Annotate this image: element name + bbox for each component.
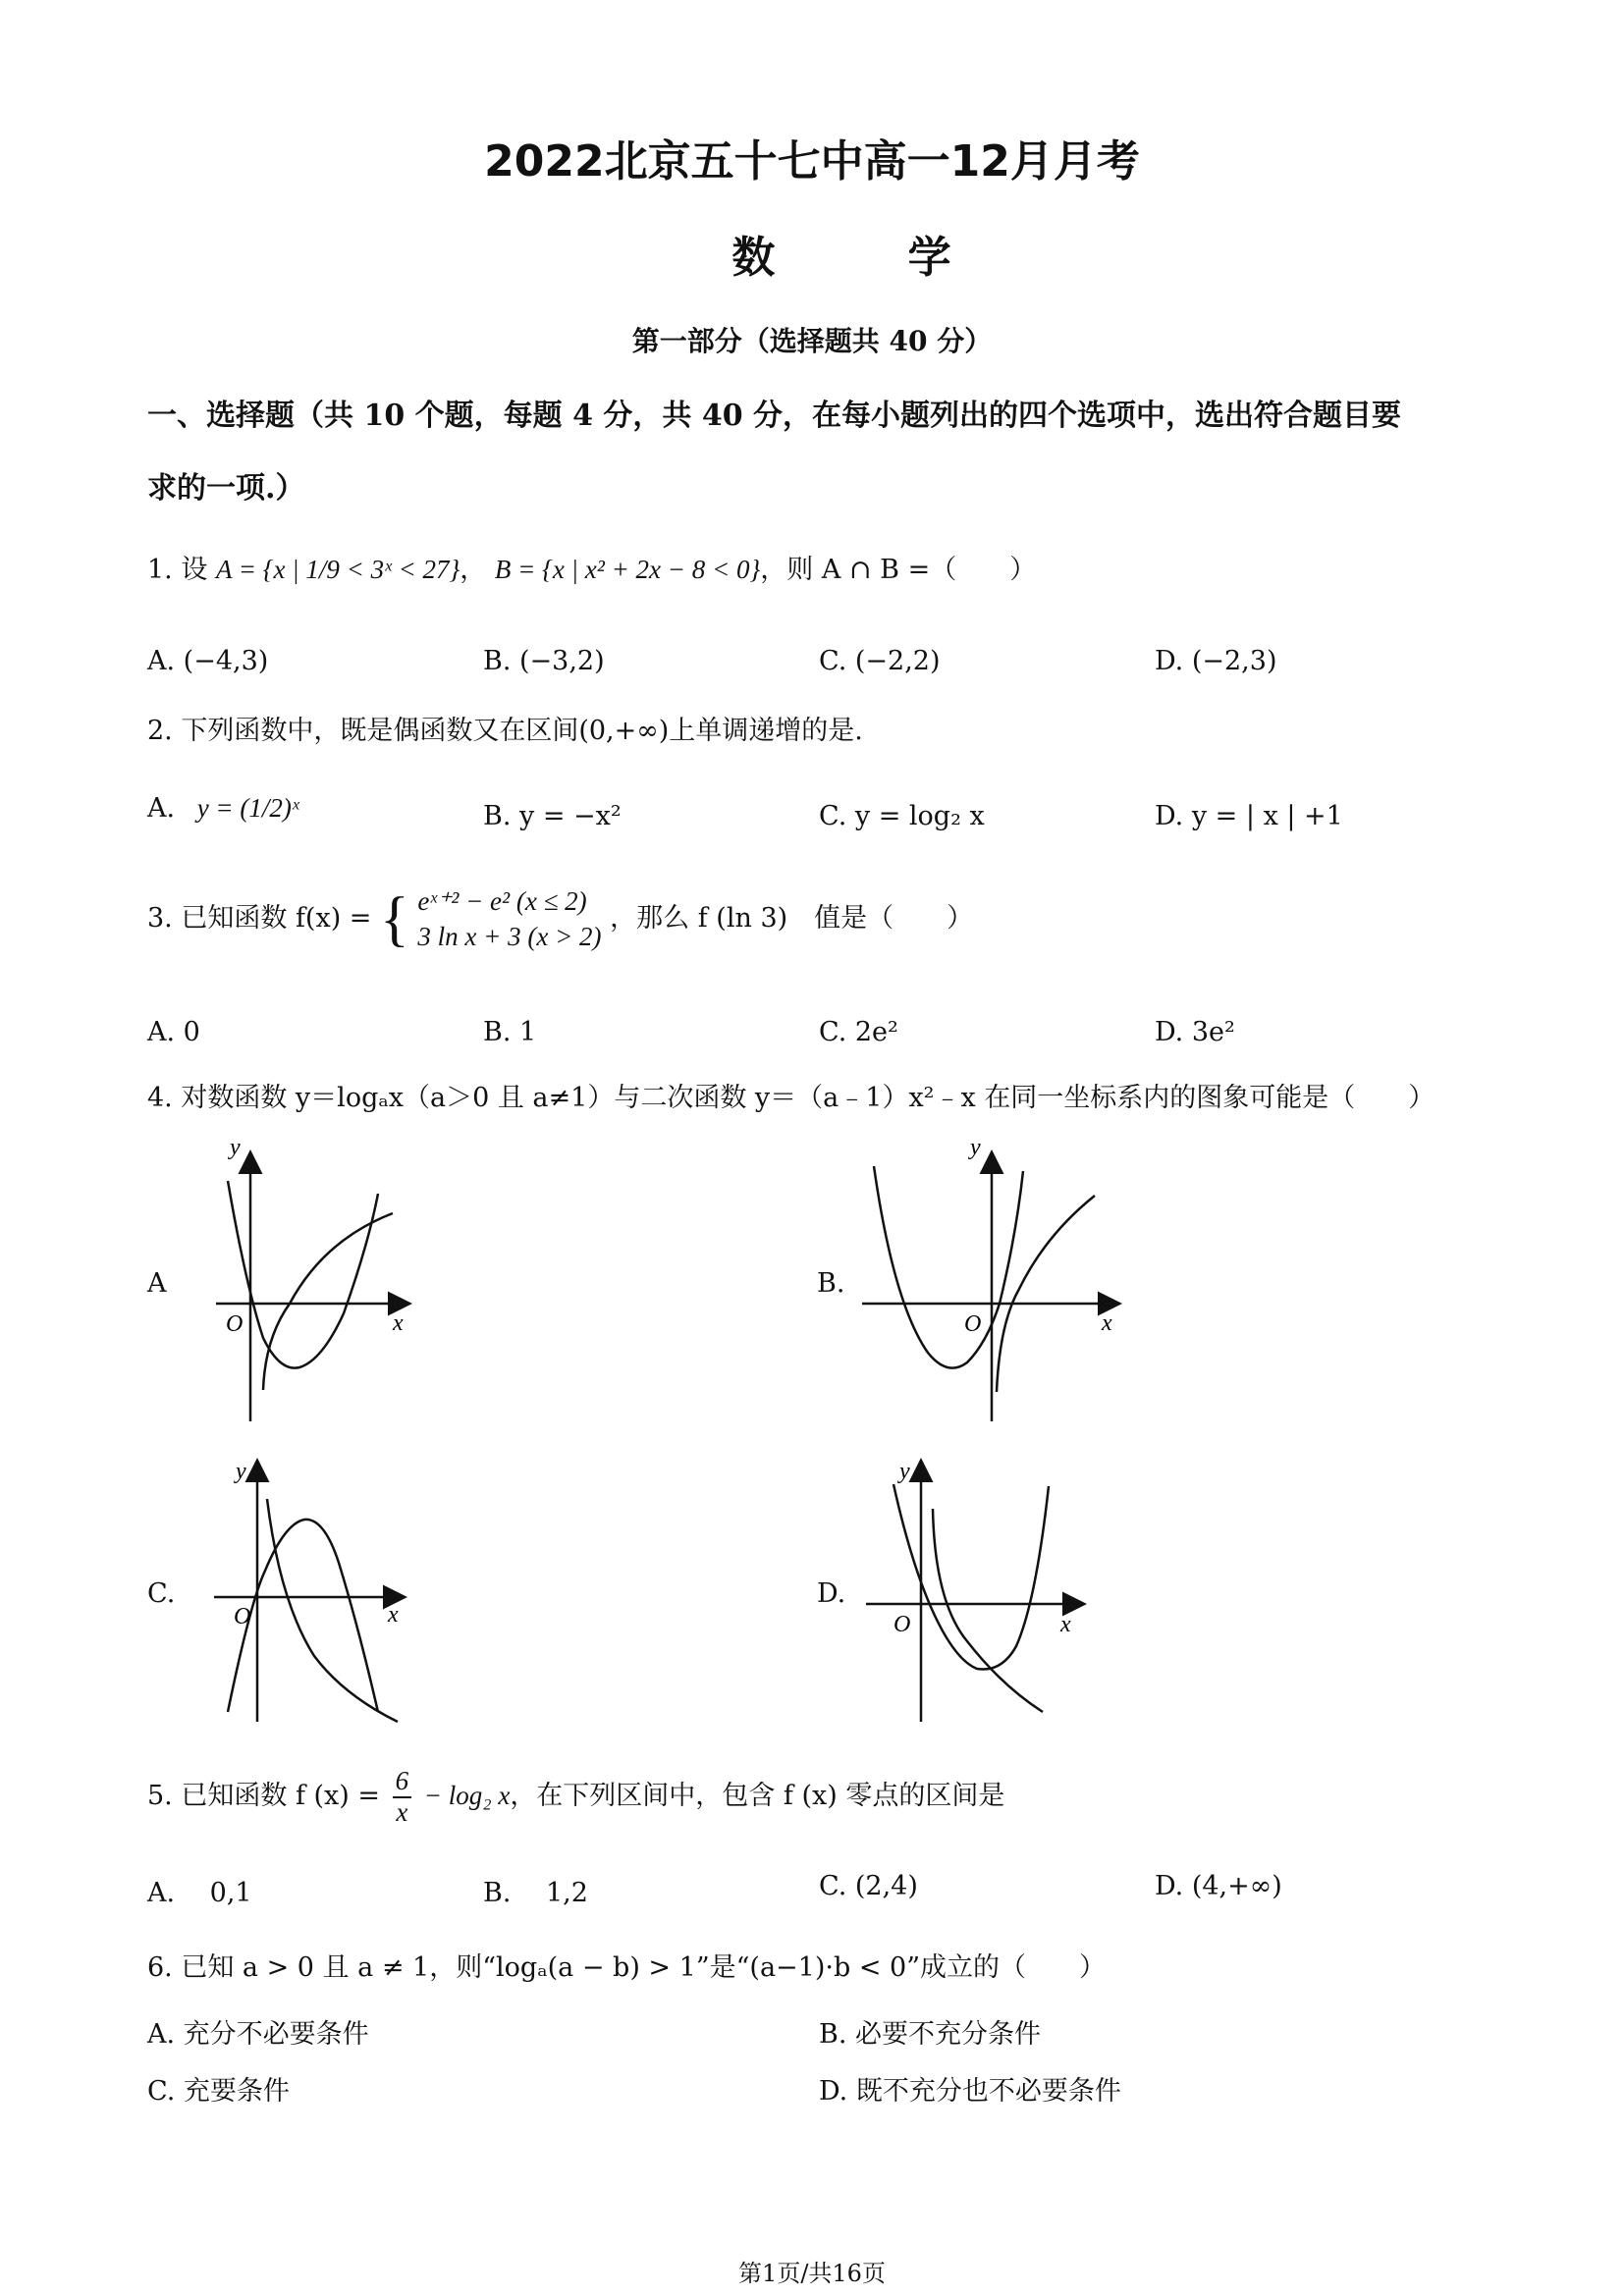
q2-option-a: A. y = (1/2)ˣ [147, 793, 299, 824]
q2-option-d: D. y = | x | +1 [1155, 801, 1343, 831]
q2-option-b: B. y = −x² [483, 801, 622, 831]
q4-graph-c [206, 1455, 422, 1730]
q3-option-b: B. 1 [483, 1017, 537, 1047]
q5-option-c: C. (2,4) [819, 1871, 918, 1901]
subject-title: 数 学 [731, 233, 1010, 283]
svg-text:x: x [1060, 1612, 1071, 1637]
q1-set-a: A = {x | 1/9 < 3ˣ < 27} [215, 555, 460, 584]
q3-case-2: 3 ln x + 3 (x > 2) [417, 922, 602, 952]
q5-fraction: $\frac{6}{x}$ [393, 1767, 412, 1827]
section-heading-line1: 一、选择题（共 10 个题，每题 4 分，共 40 分，在每小题列出的四个选项中，选出符合题目要 [147, 399, 1402, 433]
question-1: 1. 设 A = {x | 1/9 < 3ˣ < 27}， B = {x | x² + 2x − 8 < 0}，则 A ∩ B =（ ） [147, 555, 1037, 585]
q3-option-d: D. 3e² [1155, 1017, 1235, 1047]
svg-text:y: y [899, 1459, 910, 1484]
section-heading-line2: 求的一项.） [147, 471, 305, 506]
q5-option-b: B. 1,2 [483, 1878, 588, 1908]
question-6: 6. 已知 a > 0 且 a ≠ 1，则“logₐ(a − b) > 1”是“(a−1)·b < 0”成立的（ ） [147, 1952, 1107, 1983]
svg-text:x: x [388, 1602, 399, 1628]
q4-graph-d [854, 1455, 1090, 1730]
q4-option-a-label: A [147, 1268, 167, 1299]
q2-option-c: C. y = log₂ x [819, 801, 985, 831]
q4-graph-a [206, 1127, 422, 1431]
q1-option-a: A. (−4,3) [147, 646, 269, 676]
svg-text:O: O [964, 1311, 982, 1337]
question-2: 2. 下列函数中，既是偶函数又在区间(0,+∞)上单调递增的是. [147, 716, 863, 746]
page-footer: 第1页/共16页 [738, 2260, 886, 2287]
q6-option-a: A. 充分不必要条件 [147, 2019, 369, 2050]
q4-graph-b [854, 1127, 1129, 1431]
q3-option-c: C. 2e² [819, 1017, 898, 1047]
svg-text:y: y [230, 1135, 241, 1160]
q4-option-d-label: D. [817, 1578, 846, 1609]
svg-text:x: x [393, 1310, 404, 1336]
svg-text:y: y [970, 1135, 981, 1160]
svg-text:O: O [226, 1311, 244, 1337]
q1-option-c: C. (−2,2) [819, 646, 941, 676]
q4-option-c-label: C. [147, 1578, 176, 1609]
q6-option-c: C. 充要条件 [147, 2076, 290, 2107]
question-5: 5. 已知函数 f (x) = $\frac{6}{x}$ − log₂ x，在下列区间中，包含 f (x) 零点的区间是 [147, 1766, 1005, 1827]
q2-option-a-expr: y = (1/2)ˣ [196, 793, 299, 823]
svg-text:O: O [234, 1604, 251, 1629]
svg-text:x: x [1102, 1310, 1112, 1336]
q6-option-d: D. 既不充分也不必要条件 [819, 2076, 1121, 2107]
svg-text:O: O [893, 1612, 911, 1637]
question-4: 4. 对数函数 y＝logₐx（a＞0 且 a≠1）与二次函数 y＝（a﹣1）x²﹣x 在同一坐标系内的图象可能是（ ） [147, 1083, 1435, 1113]
q5-option-d: D. (4,+∞) [1155, 1871, 1282, 1901]
question-3: 3. 已知函数 f(x) = { eˣ⁺² − e² (x ≤ 2) 3 ln x + 3 (x > 2) ，那么 f (ln 3) 值是（ ） [147, 883, 973, 955]
q4-option-b-label: B. [817, 1268, 845, 1299]
part-heading: 第一部分（选择题共 40 分） [631, 325, 993, 357]
page-title: 2022北京五十七中高一12月月考 [484, 136, 1140, 187]
q6-option-b: B. 必要不充分条件 [819, 2019, 1042, 2050]
svg-text:y: y [236, 1459, 246, 1484]
q1-option-d: D. (−2,3) [1155, 646, 1277, 676]
q1-set-b: B = {x | x² + 2x − 8 < 0} [494, 555, 761, 584]
q1-option-b: B. (−3,2) [483, 646, 605, 676]
q3-case-1: eˣ⁺² − e² (x ≤ 2) [417, 886, 587, 916]
q5-option-a: A. 0,1 [147, 1878, 252, 1908]
q3-option-a: A. 0 [147, 1017, 200, 1047]
